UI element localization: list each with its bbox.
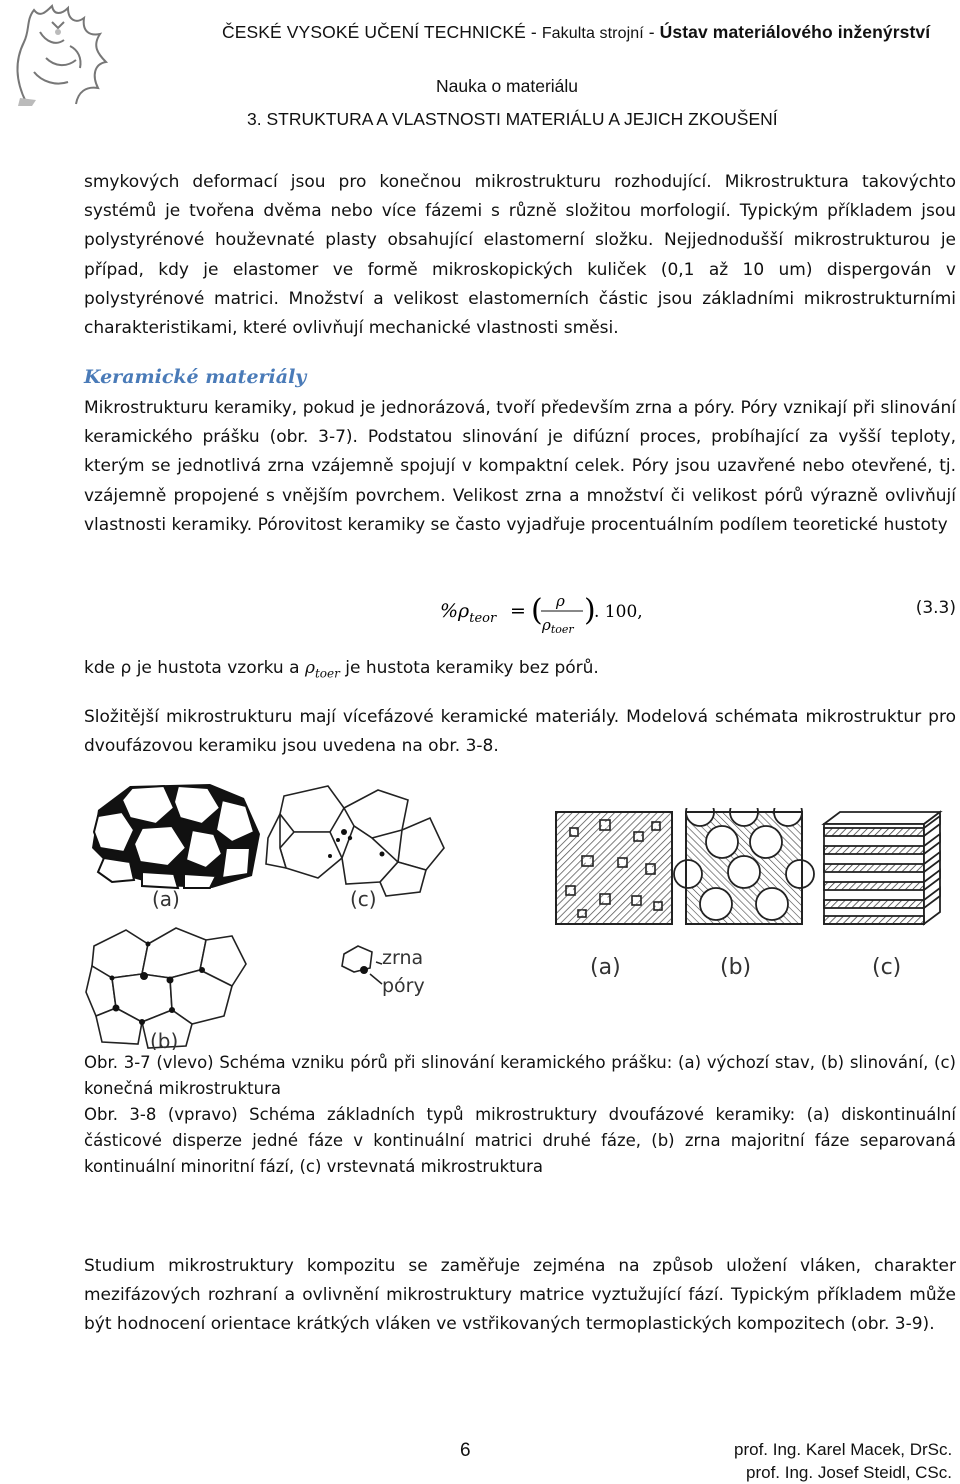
paragraph-ceramics-microstructure: Mikrostrukturu keramiky, pokud je jednorázová, tvoří především zrna a póry. Póry vznikají při slinování keramického prášku (obr. 3-7). Podstatou slinování je difúzní proces, probíhající za vyšší teploty, kterým se jednotlivá zrna vzájemně spojují v kompaktní celek. Póry jsou uzavřené nebo otevřené, tj. vzájemně propojené s vnějším povrchem. Velikost zrna a množství či velikost pórů výrazně ovlivňují vlastnosti keramiky. Pórovitost keramiky se často vyjadřuje procentuálním podílem teoretické hustoty (84, 398, 956, 535)
equation-formula (440, 590, 670, 642)
equation-equals: = (510, 600, 526, 622)
equation-denominator: ρ (542, 616, 551, 634)
header-course: Nauka o materiálu (436, 76, 579, 96)
header-university: ČESKÉ VYSOKÉ UČENÍ TECHNICKÉ (222, 22, 526, 42)
section-title-ceramics: Keramické materiály (84, 366, 307, 388)
figure-right-label-b: (b) (720, 955, 752, 980)
equation-lhs-sub: teor (469, 611, 497, 626)
header-chapter: 3. STRUKTURA A VLASTNOSTI MATERIÁLU A JEJICH ZKOUŠENÍ (247, 109, 778, 129)
page-number: 6 (460, 1440, 471, 1461)
caption-figure-3-8: Obr. 3-8 (vpravo) Schéma základních typů mikrostruktury dvoufázové keramiky: (a) diskontinuální částicové disperze jedné fáze v kontinuální matrici druhé fáze, (b) zrna majoritní fáze separovaná kontinuální minoritní fází, (c) vrstevnatá mikrostruktura (84, 1105, 956, 1176)
equation-denominator-sub: toer (550, 623, 574, 636)
figure-left-label-b: (b) (150, 1029, 179, 1050)
figure-left-legend (342, 946, 425, 997)
figure-right-label-a: (a) (590, 955, 621, 980)
equation-multiplier: . 100, (594, 602, 643, 622)
footer-author-1: prof. Ing. Karel Macek, DrSc. (734, 1440, 953, 1459)
legend-pores: póry (382, 975, 425, 997)
paragraph-multiphase-ceramics: Složitější mikrostrukturu mají vícefázové keramické materiály. Modelová schémata mikrostruktur pro dvoufázovou keramiku jsou uvedena na obr. 3-8. (84, 707, 956, 757)
header-institute: Ústav materiálového inženýrství (659, 22, 931, 42)
figure-left-panel-a (92, 784, 260, 888)
equation-lhs: %ρ (440, 600, 470, 622)
paragraph-composites: Studium mikrostruktury kompozitu se zaměřuje zejména na způsob uložení vláken, charakter mezifázových rozhraní a ovlivnění mikrostruktury matrice vyztužující fází. Typickým příkladem může být hodnocení orientace krátkých vláken ve vstřikovaných termoplastických kompozitech (obr. 3-9). (84, 1256, 956, 1335)
figure-left-label-a: (a) (152, 887, 180, 911)
paragraph-polystyrene: smykových deformací jsou pro konečnou mikrostrukturu rozhodující. Mikrostruktura takovýchto systémů je tvořena dvěma nebo více fázemi s různě složitou morfologií. Typickým příkladem jsou polystyrénové houževnaté plasty obsahující elastomerní složku. Nejjednodušší mikrostrukturou je případ, kdy je elastomer ve formě mikroskopických kuliček (0,1 až 10 um) dispergován v polystyrénové matrici. Množství a velikost elastomerních částic jsou základními mikrostrukturními charakteristikami, které ovlivňují mechanické vlastnosti směsi. (84, 172, 956, 339)
equation-numerator: ρ (556, 592, 565, 610)
figure-two-phase-schema (548, 808, 948, 988)
figure-right-panel-b (674, 808, 814, 924)
header-institution: ČESKÉ VYSOKÉ UČENÍ TECHNICKÉ - Fakulta strojní - Ústav materiálového inženýrství (222, 22, 931, 42)
legend-grains: zrna (382, 947, 424, 969)
paragraph-density-explanation: kde ρ je hustota vzorku a $\rho_{toer}$ je hustota keramiky bez pórů. (84, 658, 599, 681)
equation-porosity (440, 590, 960, 642)
svg-text:ρtoer (541, 616, 574, 636)
figure-left-panel-c (266, 786, 444, 896)
svg-text:%ρteor (440, 600, 497, 626)
university-lion-logo-icon (6, 2, 114, 108)
caption-figure-3-7: Obr. 3-7 (vlevo) Schéma vzniku pórů při slinování keramického prášku: (a) výchozí stav, (b) slinování, (c) konečná mikrostruktura (84, 1053, 956, 1098)
header-faculty: Fakulta strojní (541, 25, 644, 42)
figure-right-panel-c (824, 812, 940, 924)
svg-text:): ) (584, 593, 596, 628)
equation-number: (3.3) (915, 598, 956, 618)
figure-right-label-c: (c) (872, 955, 902, 980)
footer-author-2: prof. Ing. Josef Steidl, CSc. (746, 1463, 952, 1482)
svg-text:(: ( (531, 593, 543, 628)
figure-left-label-c: (c) (350, 887, 377, 911)
figure-sintering-schema (82, 778, 452, 1050)
figure-right-panel-a (556, 812, 672, 924)
